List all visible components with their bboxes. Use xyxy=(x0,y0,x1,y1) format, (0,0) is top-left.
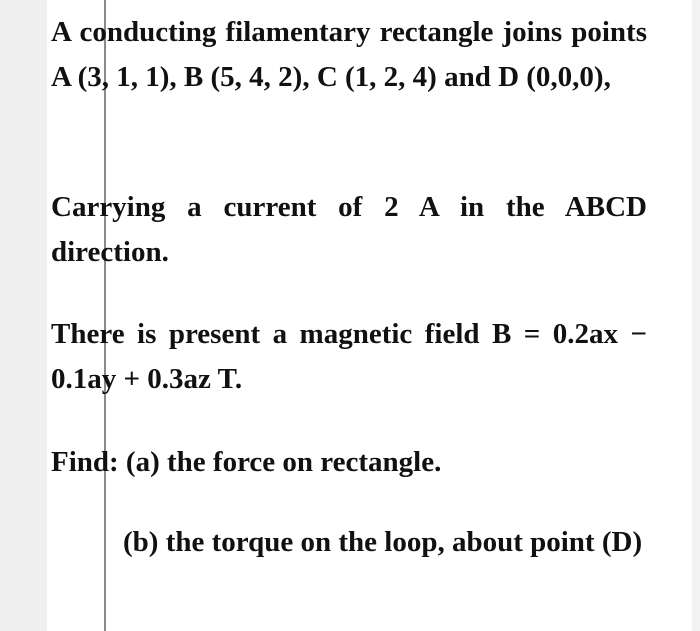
question-part-b: (b) the torque on the loop, about point (D) xyxy=(123,526,643,558)
problem-statement: A conducting filamentary rectangle joins points A (3, 1, 1), B (5, 4, 2), C (1, 2, 4) and D (0,0,0), xyxy=(51,16,647,93)
page-margin-strip xyxy=(0,0,47,631)
question-part-a: Find: (a) the force on rectangle. xyxy=(51,446,442,478)
page-right-edge xyxy=(692,0,700,631)
current-description: Carrying a current of 2 A in the ABCD direction. xyxy=(51,191,647,268)
magnetic-field-description: There is present a magnetic field B = 0.2ax − 0.1ay + 0.3az T. xyxy=(51,318,647,395)
